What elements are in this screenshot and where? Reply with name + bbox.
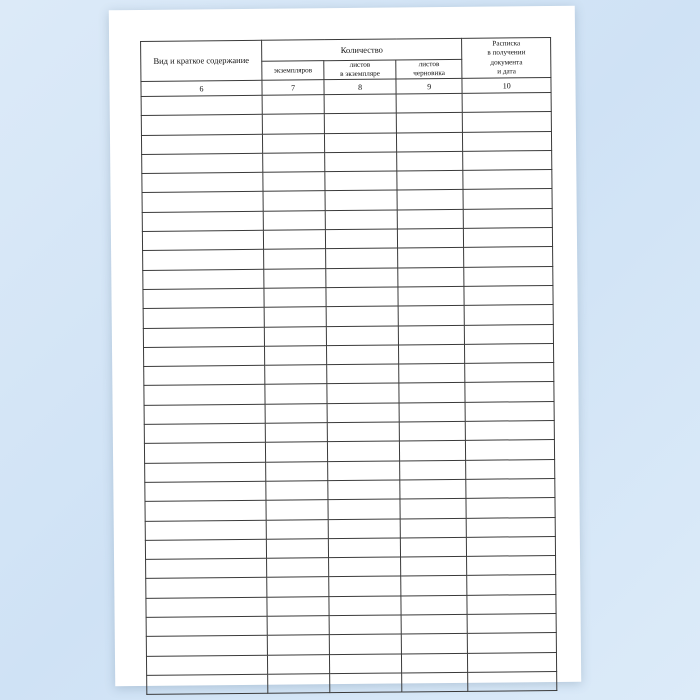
cell-sheets-per-copy[interactable] <box>326 248 398 268</box>
column-number-10: 10 <box>462 78 551 94</box>
header-sheets-per-copy-line-2: в экземпляре <box>340 69 380 79</box>
cell-description[interactable] <box>143 250 264 270</box>
cell-draft-sheets[interactable] <box>397 209 464 229</box>
cell-receipt[interactable] <box>467 536 556 556</box>
cell-sheets-per-copy[interactable] <box>330 654 402 674</box>
cell-draft-sheets[interactable] <box>397 151 464 171</box>
cell-sheets-per-copy[interactable] <box>327 326 399 346</box>
cell-receipt[interactable] <box>467 594 556 614</box>
cell-copies[interactable] <box>263 172 325 192</box>
cell-sheets-per-copy[interactable] <box>327 364 399 384</box>
cell-sheets-per-copy[interactable] <box>326 306 398 326</box>
cell-sheets-per-copy[interactable] <box>329 557 401 577</box>
cell-copies[interactable] <box>265 423 327 443</box>
cell-sheets-per-copy[interactable] <box>324 94 396 114</box>
cell-draft-sheets[interactable] <box>401 595 468 615</box>
cell-sheets-per-copy[interactable] <box>328 441 400 461</box>
header-receipt-line-4: и дата <box>497 67 516 76</box>
cell-receipt[interactable] <box>464 266 553 286</box>
header-draft-sheets-line-2: черновика <box>413 69 445 78</box>
cell-copies[interactable] <box>263 191 325 211</box>
cell-copies[interactable] <box>265 442 327 462</box>
cell-sheets-per-copy[interactable] <box>328 461 400 481</box>
cell-receipt[interactable] <box>465 305 554 325</box>
cell-description[interactable] <box>142 192 263 212</box>
cell-draft-sheets[interactable] <box>396 113 463 133</box>
cell-draft-sheets[interactable] <box>401 653 468 673</box>
header-receipt-line-1: Расписка <box>492 39 521 48</box>
cell-receipt[interactable] <box>465 401 554 421</box>
cell-copies[interactable] <box>263 210 325 230</box>
cell-sheets-per-copy[interactable] <box>330 634 402 654</box>
cell-draft-sheets[interactable] <box>398 325 465 345</box>
cell-draft-sheets[interactable] <box>401 576 468 596</box>
cell-draft-sheets[interactable] <box>399 364 466 384</box>
cell-receipt[interactable] <box>468 671 557 691</box>
cell-sheets-per-copy[interactable] <box>327 422 399 442</box>
cell-copies[interactable] <box>267 635 329 655</box>
cell-description[interactable] <box>146 616 267 636</box>
cell-receipt[interactable] <box>468 652 557 672</box>
cell-receipt[interactable] <box>466 440 555 460</box>
cell-receipt[interactable] <box>464 247 553 267</box>
cell-description[interactable] <box>146 636 267 656</box>
cell-description[interactable] <box>143 288 264 308</box>
cell-copies[interactable] <box>267 616 329 636</box>
registration-table <box>140 37 557 695</box>
cell-draft-sheets[interactable] <box>398 267 465 287</box>
cell-draft-sheets[interactable] <box>398 248 465 268</box>
cell-description[interactable] <box>145 520 266 540</box>
cell-copies[interactable] <box>266 519 328 539</box>
cell-copies[interactable] <box>266 461 328 481</box>
cell-draft-sheets[interactable] <box>398 344 465 364</box>
cell-draft-sheets[interactable] <box>400 479 467 499</box>
cell-sheets-per-copy[interactable] <box>329 615 401 635</box>
cell-description[interactable] <box>146 578 267 598</box>
cell-draft-sheets[interactable] <box>400 537 467 557</box>
cell-copies[interactable] <box>263 230 325 250</box>
cell-receipt[interactable] <box>463 189 552 209</box>
cell-copies[interactable] <box>264 249 326 269</box>
header-quantity-group: Количество <box>261 38 462 61</box>
cell-copies[interactable] <box>266 538 328 558</box>
cell-description[interactable] <box>146 597 267 617</box>
cell-description[interactable] <box>145 481 266 501</box>
cell-description[interactable] <box>141 115 262 135</box>
cell-sheets-per-copy[interactable] <box>326 287 398 307</box>
cell-description[interactable] <box>142 172 263 192</box>
cell-receipt[interactable] <box>464 285 553 305</box>
cell-description[interactable] <box>142 153 263 173</box>
header-receipt <box>462 38 551 79</box>
cell-description[interactable] <box>145 539 266 559</box>
cell-draft-sheets[interactable] <box>400 518 467 538</box>
cell-draft-sheets[interactable] <box>401 556 468 576</box>
cell-copies[interactable] <box>263 153 325 173</box>
table-header <box>141 38 551 82</box>
cell-sheets-per-copy[interactable] <box>330 673 402 693</box>
table-body <box>141 78 557 695</box>
header-sheets-per-copy-line-1: листов <box>349 60 371 69</box>
cell-copies[interactable] <box>262 95 324 115</box>
cell-description[interactable] <box>141 95 262 115</box>
cell-copies[interactable] <box>265 365 327 385</box>
cell-receipt[interactable] <box>466 459 555 479</box>
cell-sheets-per-copy[interactable] <box>326 229 398 249</box>
cell-draft-sheets[interactable] <box>400 499 467 519</box>
cell-draft-sheets[interactable] <box>398 306 465 326</box>
cell-draft-sheets[interactable] <box>399 383 466 403</box>
header-receipt-line-3: документа <box>490 57 523 67</box>
cell-receipt[interactable] <box>465 382 554 402</box>
cell-receipt[interactable] <box>463 170 552 190</box>
column-number-8: 8 <box>324 79 396 95</box>
table-row[interactable] <box>147 671 557 694</box>
cell-description[interactable] <box>142 211 263 231</box>
cell-description[interactable] <box>144 365 265 385</box>
cell-receipt[interactable] <box>468 633 557 653</box>
cell-sheets-per-copy[interactable] <box>328 499 400 519</box>
header-draft-sheets <box>396 59 463 79</box>
cell-copies[interactable] <box>264 307 326 327</box>
cell-receipt[interactable] <box>463 112 552 132</box>
cell-receipt[interactable] <box>465 343 554 363</box>
cell-sheets-per-copy[interactable] <box>325 152 397 172</box>
cell-copies[interactable] <box>264 288 326 308</box>
cell-sheets-per-copy[interactable] <box>328 480 400 500</box>
cell-receipt[interactable] <box>466 421 555 441</box>
cell-receipt[interactable] <box>465 324 554 344</box>
cell-draft-sheets[interactable] <box>399 441 466 461</box>
cell-description[interactable] <box>145 462 266 482</box>
cell-description[interactable] <box>146 558 267 578</box>
cell-description[interactable] <box>147 674 268 694</box>
header-sheets-per-copy <box>324 60 396 80</box>
cell-draft-sheets[interactable] <box>397 171 464 191</box>
cell-sheets-per-copy[interactable] <box>325 133 397 153</box>
cell-description[interactable] <box>145 501 266 521</box>
cell-copies[interactable] <box>266 500 328 520</box>
cell-copies[interactable] <box>264 268 326 288</box>
cell-draft-sheets[interactable] <box>402 672 469 692</box>
cell-description[interactable] <box>144 404 265 424</box>
cell-draft-sheets[interactable] <box>397 190 464 210</box>
cell-receipt[interactable] <box>464 228 553 248</box>
cell-copies[interactable] <box>267 596 329 616</box>
cell-copies[interactable] <box>268 674 330 694</box>
cell-sheets-per-copy[interactable] <box>326 268 398 288</box>
cell-description[interactable] <box>141 134 262 154</box>
cell-sheets-per-copy[interactable] <box>329 538 401 558</box>
cell-receipt[interactable] <box>467 614 556 634</box>
cell-description[interactable] <box>142 230 263 250</box>
cell-copies[interactable] <box>267 654 329 674</box>
cell-receipt[interactable] <box>463 131 552 151</box>
cell-receipt[interactable] <box>465 363 554 383</box>
header-copies: экземпляров <box>262 61 324 81</box>
cell-copies[interactable] <box>266 481 328 501</box>
cell-description[interactable] <box>143 327 264 347</box>
cell-copies[interactable] <box>264 326 326 346</box>
header-receipt-line-2: в получении <box>487 48 526 57</box>
cell-description[interactable] <box>144 346 265 366</box>
cell-description[interactable] <box>144 443 265 463</box>
cell-copies[interactable] <box>264 346 326 366</box>
header-description: Вид и краткое содержание <box>141 40 262 81</box>
header-draft-sheets-line-1: листов <box>418 60 440 69</box>
cell-sheets-per-copy[interactable] <box>325 210 397 230</box>
cell-description[interactable] <box>144 423 265 443</box>
cell-sheets-per-copy[interactable] <box>325 113 397 133</box>
cell-description[interactable] <box>144 385 265 405</box>
cell-draft-sheets[interactable] <box>396 93 463 113</box>
cell-sheets-per-copy[interactable] <box>329 596 401 616</box>
cell-sheets-per-copy[interactable] <box>329 576 401 596</box>
cell-draft-sheets[interactable] <box>397 228 464 248</box>
cell-sheets-per-copy[interactable] <box>325 171 397 191</box>
cell-copies[interactable] <box>265 403 327 423</box>
cell-receipt[interactable] <box>466 478 555 498</box>
cell-copies[interactable] <box>267 577 329 597</box>
cell-sheets-per-copy[interactable] <box>327 403 399 423</box>
paper-sheet <box>109 6 581 686</box>
cell-receipt[interactable] <box>466 498 555 518</box>
cell-receipt[interactable] <box>467 517 556 537</box>
cell-draft-sheets[interactable] <box>401 614 468 634</box>
column-number-9: 9 <box>396 78 463 94</box>
cell-sheets-per-copy[interactable] <box>325 190 397 210</box>
cell-draft-sheets[interactable] <box>399 402 466 422</box>
cell-receipt[interactable] <box>467 575 556 595</box>
cell-receipt[interactable] <box>467 556 556 576</box>
cell-sheets-per-copy[interactable] <box>328 519 400 539</box>
cell-receipt[interactable] <box>463 150 552 170</box>
cell-draft-sheets[interactable] <box>396 132 463 152</box>
cell-draft-sheets[interactable] <box>398 286 465 306</box>
header-row-group <box>141 38 551 63</box>
cell-copies[interactable] <box>262 133 324 153</box>
cell-copies[interactable] <box>266 558 328 578</box>
cell-receipt[interactable] <box>464 208 553 228</box>
cell-draft-sheets[interactable] <box>401 634 468 654</box>
cell-copies[interactable] <box>262 114 324 134</box>
cell-sheets-per-copy[interactable] <box>327 383 399 403</box>
sheet-content-area <box>140 37 557 664</box>
cell-copies[interactable] <box>265 384 327 404</box>
cell-description[interactable] <box>146 655 267 675</box>
cell-sheets-per-copy[interactable] <box>327 345 399 365</box>
column-number-6: 6 <box>141 80 262 96</box>
cell-draft-sheets[interactable] <box>400 460 467 480</box>
cell-description[interactable] <box>143 308 264 328</box>
column-number-7: 7 <box>262 80 324 96</box>
cell-receipt[interactable] <box>462 93 551 113</box>
cell-draft-sheets[interactable] <box>399 421 466 441</box>
cell-description[interactable] <box>143 269 264 289</box>
